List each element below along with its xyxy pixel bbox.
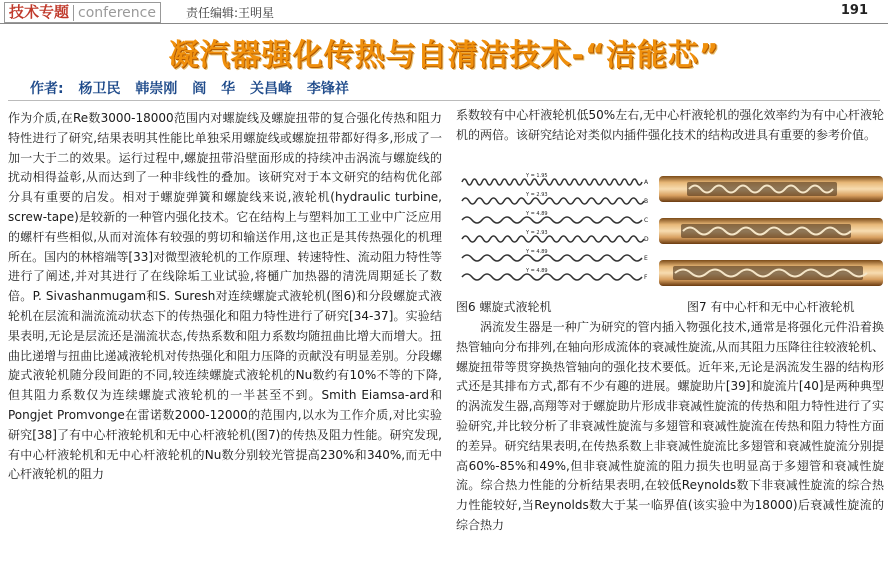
right-column-top-text: 系数较有中心杆液轮机低50%左右,无中心杆液轮机的强化效率约为有中心杆液轮机的两倍。该研究结论对类似内插件强化技术的结构改进具有重要的参考价值。 bbox=[456, 108, 884, 142]
header-divider bbox=[0, 23, 888, 24]
page-header bbox=[0, 0, 888, 24]
twisted-tape-row bbox=[462, 255, 642, 261]
section-tag-en: conference bbox=[73, 5, 156, 21]
left-column-text: 作为介质,在Re数3000-18000范围内对螺旋线及螺旋扭带的复合强化传热和阻力特性进行了研究,结果表明其性能比单独采用螺旋线或螺旋扭带都好得多,形成了一加一大于二的效果。运行过程中,螺旋扭带沿壁面形成的持续冲击涡流与螺旋线的扰动相得益彰,从而达到了一种非线性的叠加。该研究对于本文研究的结构优化部分具有重要的启发。相对于螺旋弹簧和螺旋线来说,液轮机(hydraulic turbine, screw-tape)是较新的一种管内强化技术。它在结构上与塑料加工工业中广泛应用的螺杆有些相似,从而对流体有较强的剪切和输送作用,这也正是其传热强化的机理所在。国内的林榕端等[33]对微型液轮机的工作原理、转速特性、流动阻力特性等进行了阐述,并对其进行了在线除垢工业试验,将樋广加热器的清洗周期延长了数倍。P. Sivashanmugam和S. Suresh对连续螺旋式液轮机(图6)和分段螺旋式液轮机在层流和湍流流动状态下的传热强化和阻力特性进行了研究[34-37]。实验结果表明,无论是层流还是湍流状态,传热系数和阻力系数均随扭曲比增大而增大。扭曲比递增与扭曲比递减液轮机对传热强化和阻力压降的贡献没有明显差别。分段螺旋式液轮机随分段间距的不同,较连续螺旋式液轮机的Nu数约有10%不等的下降,但其阻力系数仅为连续螺旋式液轮机的一半甚至不到。Smith Eiamsa-ard和Pongjet Promvonge在雷诺数2000-12000的范围内,以水为工作介质,对比实验研究[38]了有中心杆液轮机和无中心杆液轮机(图7)的传热及阻力性能。研究发现,有中心杆液轮机和无中心杆液轮机的Nu数分别较光管提高230%和340%,而无中心杆液轮机的阻力 bbox=[8, 111, 442, 482]
twist-ratio-label: Y = 4.89 bbox=[526, 268, 548, 274]
twist-ratio-label: Y = 4.89 bbox=[526, 249, 548, 255]
left-column bbox=[8, 109, 442, 585]
figure-7-turbine-photo bbox=[657, 170, 885, 294]
row-letter-label: E bbox=[644, 255, 648, 262]
right-column-bottom bbox=[456, 318, 884, 586]
section-tag-cn: 技术专题 bbox=[9, 3, 70, 21]
figure-6-caption: 图6 螺旋式液轮机 bbox=[456, 300, 552, 314]
article-authors: 作者: 杨卫民 韩崇刚 阎 华 关昌峰 李锋祥 bbox=[30, 81, 349, 97]
twist-ratio-label: Y = 2.93 bbox=[526, 192, 548, 198]
twisted-tape-row bbox=[462, 217, 642, 223]
twisted-tape-row bbox=[462, 179, 642, 185]
right-column-top bbox=[456, 106, 884, 168]
tube-photo-1 bbox=[659, 176, 883, 202]
twist-ratio-label: Y = 4.89 bbox=[526, 211, 548, 217]
figure-6-twisted-tape-diagram bbox=[456, 172, 656, 294]
authors-divider bbox=[8, 100, 880, 101]
editor-credit: 责任编辑:王明星 bbox=[186, 6, 275, 20]
twisted-tape-row bbox=[462, 198, 644, 204]
figure-7-caption: 图7 有中心杆和无中心杆液轮机 bbox=[687, 300, 855, 314]
twisted-tape-row bbox=[462, 274, 642, 280]
page-number: 191 bbox=[840, 3, 868, 18]
twisted-tape-row bbox=[462, 236, 644, 242]
section-tag bbox=[4, 2, 161, 23]
row-letter-label: A bbox=[644, 179, 649, 186]
article-title: 凝汽器强化传热与自清洁技术-“洁能芯” bbox=[168, 38, 720, 73]
tube-photo-3 bbox=[659, 260, 883, 286]
row-letter-label: B bbox=[644, 198, 649, 205]
row-letter-label: D bbox=[644, 236, 649, 243]
tube-photo-2 bbox=[659, 218, 883, 244]
row-letter-label: F bbox=[644, 274, 648, 281]
right-column-bottom-text: 涡流发生器是一种广为研究的管内插入物强化技术,通常是将强化元件沿着换热管轴向分布排列,在轴向形成流体的衰减性旋流,从而其阻力压降往往较液轮机、螺旋扭带等贯穿换热管轴向的强化技术要低。近年来,无论是涡流发生器的结构形式还是其排布方式,都有不少有趣的进展。螺旋助片[39]和旋流片[40]是两种典型的涡流发生器,高翔等对于螺旋助片形成非衰减性旋流的传热和阻力特性进行了实验研究,并比较分析了非衰减性旋流与多翅管和衰减性旋流在传热和阻力特性方面的差异。研究结果表明,在传热系数上非衰减性旋流比多翅管和衰减性旋流分别提高60%-85%和49%,但非衰减性旋流的阻力损失也明显高于多翅管和衰减性旋流。综合热力性能的分析结果表明,在较低Reynolds数下非衰减性旋流的综合热力性能较好,当Reynolds数大于某一临界值(该实验中为18000)后衰减性旋流的综合热力 bbox=[456, 320, 884, 532]
row-letter-label: C bbox=[644, 217, 649, 224]
twist-ratio-label: Y = 1.95 bbox=[526, 173, 548, 179]
twist-ratio-label: Y = 2.93 bbox=[526, 230, 548, 236]
